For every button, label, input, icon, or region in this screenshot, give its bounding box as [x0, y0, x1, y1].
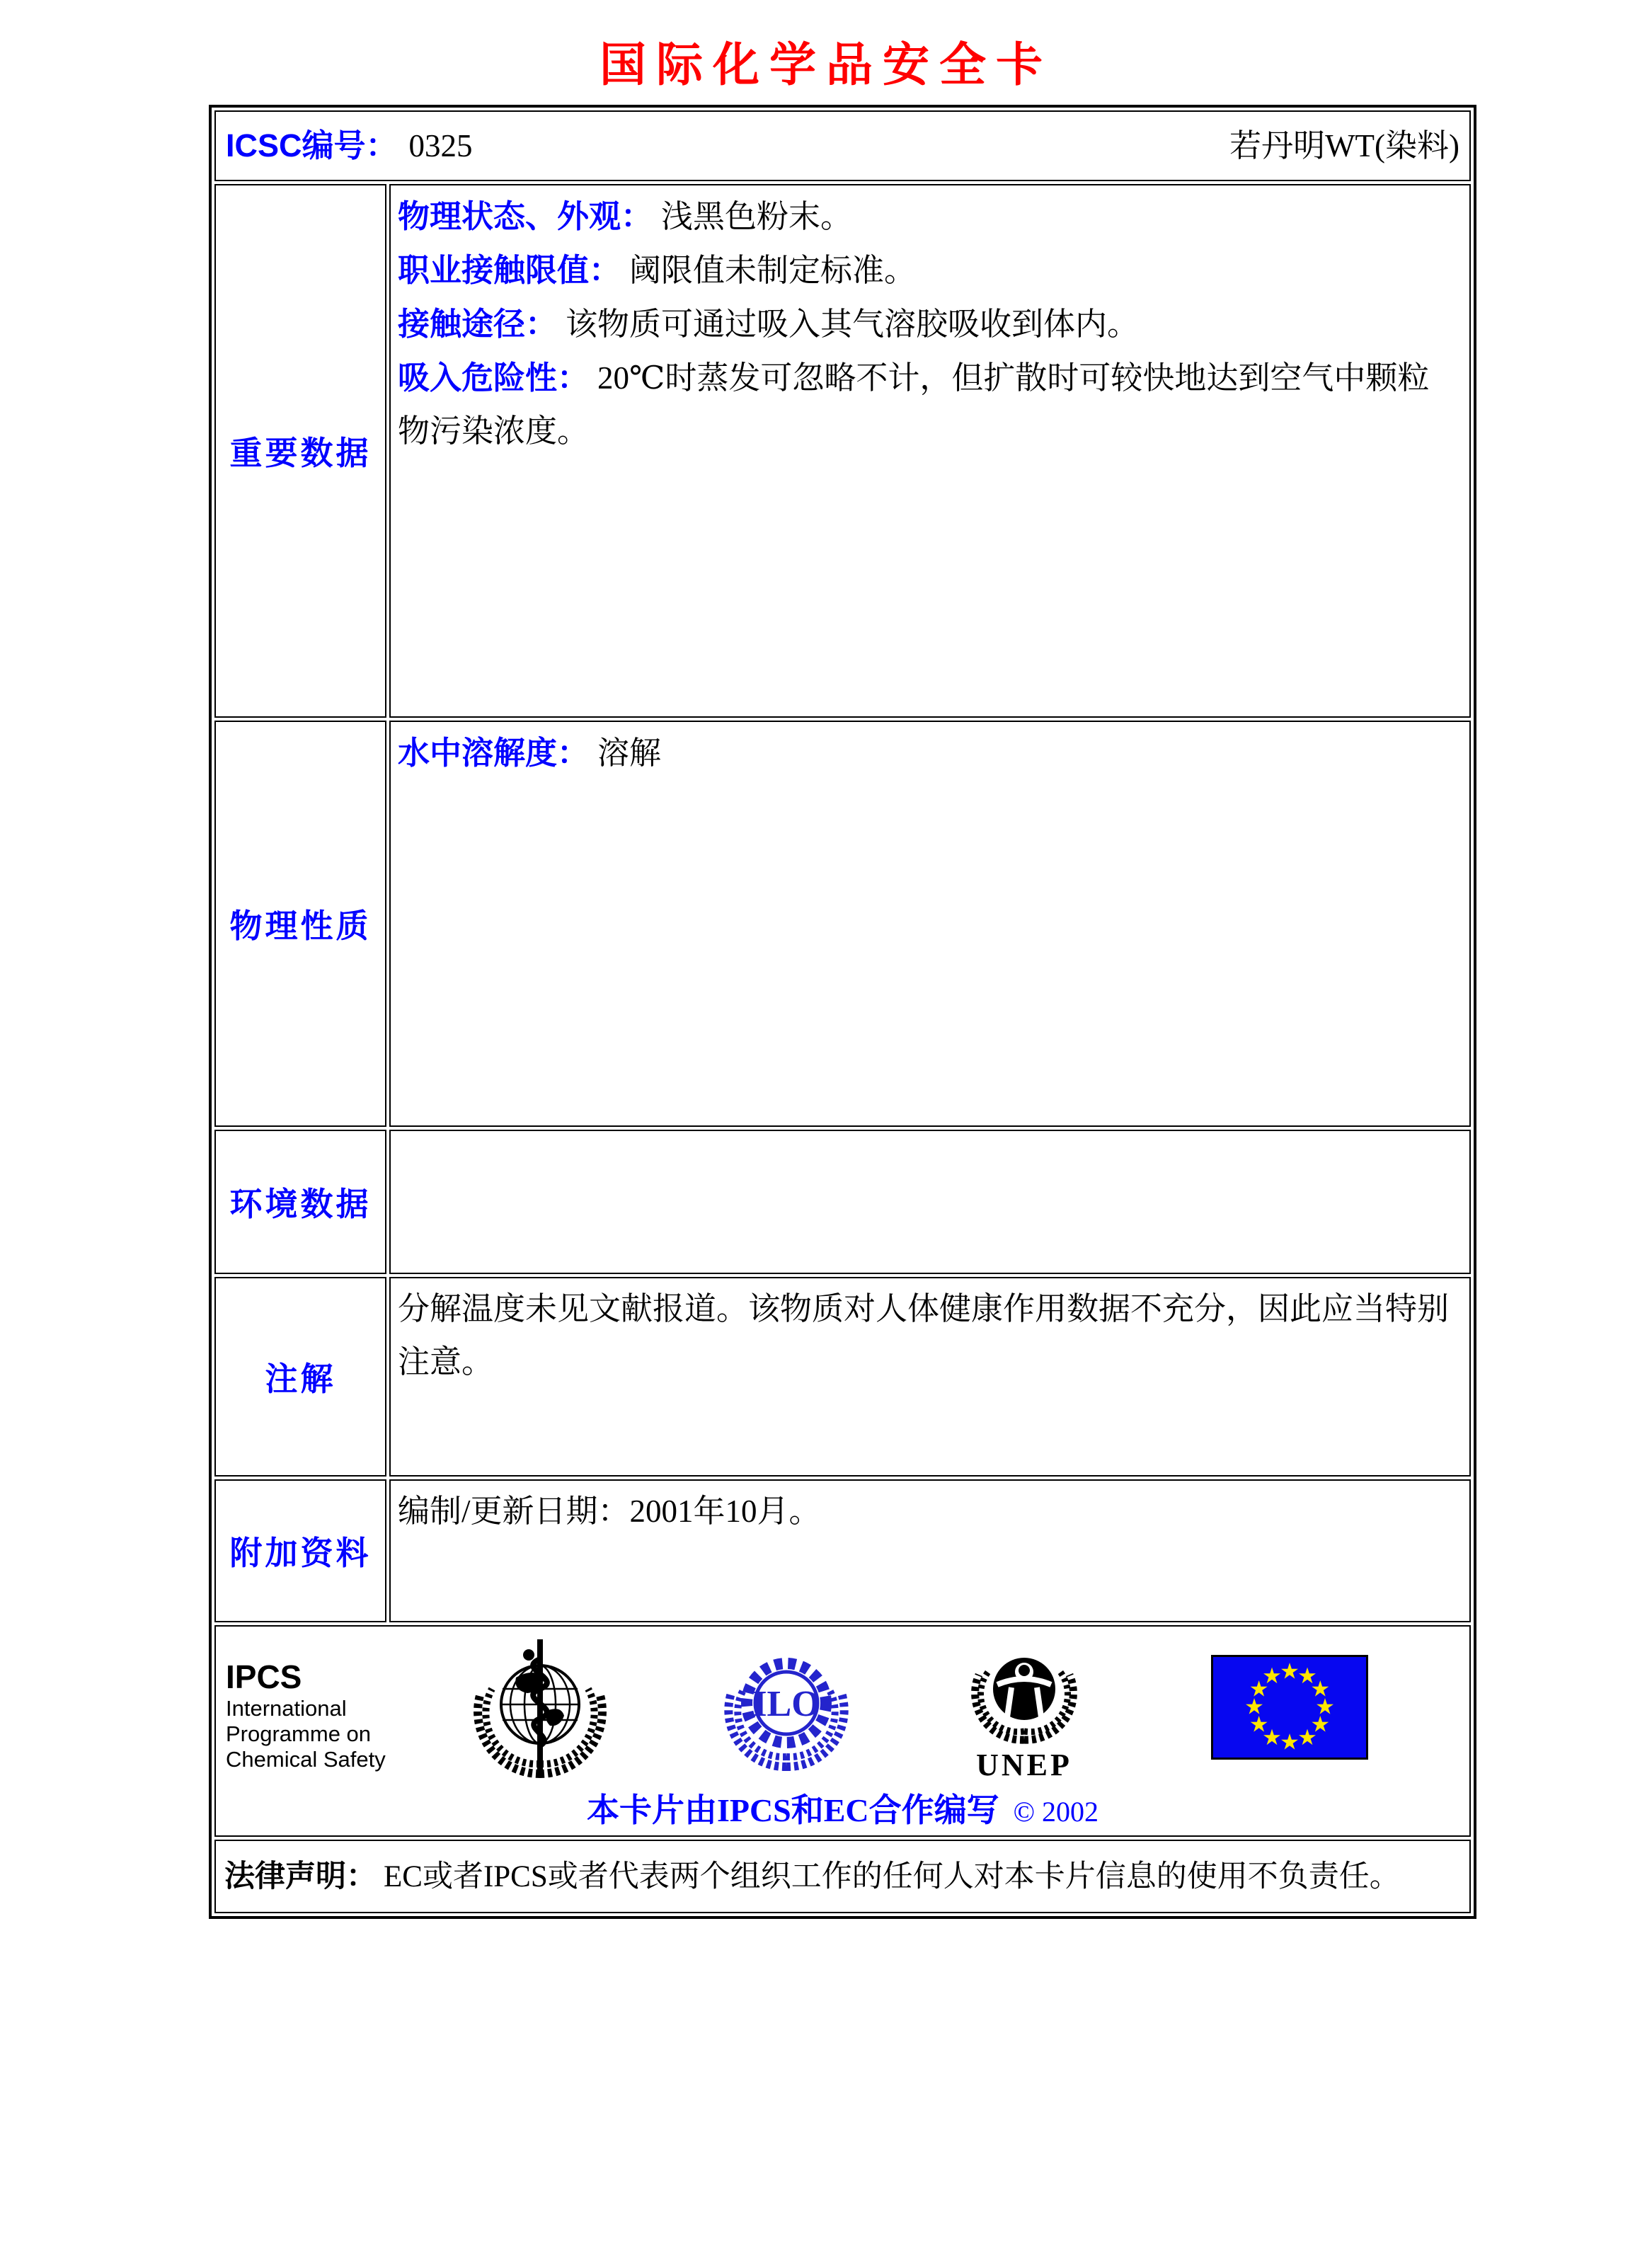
- icsc-number-label: ICSC编号：: [226, 127, 398, 164]
- field-label: 水中溶解度：: [398, 735, 590, 771]
- field-label: 吸入危险性：: [398, 360, 590, 396]
- field-value: 浅黑色粉末。: [661, 199, 853, 234]
- section-content-notes: 分解温度未见文献报道。该物质对人体健康作用数据不充分，因此应当特别注意。: [389, 1277, 1471, 1477]
- ipcs-acronym: IPCS: [226, 1658, 302, 1695]
- ipcs-line: Programme on: [226, 1721, 372, 1746]
- field-value: 该物质可通过吸入其气溶胶吸收到体内。: [566, 306, 1140, 342]
- legal-notice-text: EC或者IPCS或者代表两个组织工作的任何人对本卡片信息的使用不负责任。: [384, 1859, 1400, 1893]
- section-content-important-data: [389, 184, 1471, 718]
- section-label-additional-info: 附加资料: [214, 1479, 386, 1622]
- safety-card-table: [209, 105, 1476, 1919]
- section-content-additional-info: 编制/更新日期：2001年10月。: [389, 1479, 1471, 1622]
- substance-name: 若丹明WT(染料): [1229, 128, 1459, 164]
- footer-logos-row: [214, 1625, 1471, 1837]
- who-logo-icon: [469, 1634, 611, 1789]
- credit-line: [216, 1784, 1469, 1831]
- eu-flag-icon: [1211, 1655, 1368, 1760]
- field-line: [398, 243, 1458, 297]
- ipcs-line: Chemical Safety: [226, 1747, 386, 1772]
- field-value: 溶解: [597, 735, 662, 771]
- section-label-important-data: 重要数据: [214, 184, 386, 718]
- copyright-text: © 2002: [1013, 1796, 1099, 1828]
- section-content-environmental-data: [389, 1130, 1471, 1274]
- section-label-physical-properties: 物理性质: [214, 721, 386, 1127]
- field-value: 20℃时蒸发可忽略不计，但扩散时可较快地达到空气中颗粒物污染浓度。: [398, 360, 1430, 449]
- unep-logo-block: [960, 1638, 1088, 1782]
- unep-caption: UNEP: [976, 1748, 1072, 1782]
- field-label: 职业接触限值：: [398, 252, 621, 288]
- ilo-logo-icon: [716, 1642, 857, 1780]
- field-line: [398, 190, 1458, 243]
- field-line: [398, 297, 1458, 351]
- legal-notice-label: 法律声明：: [224, 1859, 377, 1893]
- icsc-number-value: 0325: [408, 128, 473, 164]
- icsc-number-group: [226, 112, 473, 180]
- legal-notice-row: [214, 1840, 1471, 1913]
- ilo-letters: ILO: [752, 1684, 820, 1724]
- card-header-row: [214, 110, 1471, 181]
- ipcs-text-block: [226, 1658, 386, 1772]
- field-line: [398, 351, 1458, 458]
- section-content-physical-properties: [389, 721, 1471, 1127]
- unep-logo-icon: [960, 1638, 1088, 1745]
- page-title: 国际化学品安全卡: [600, 40, 1052, 91]
- field-value: 阈限值未制定标准。: [629, 253, 917, 288]
- field-label: 物理状态、外观：: [398, 198, 653, 234]
- field-line: [398, 726, 1458, 780]
- section-label-notes: 注解: [214, 1277, 386, 1477]
- ipcs-line: International: [226, 1696, 347, 1721]
- field-label: 接触途径：: [398, 306, 558, 342]
- eu-stars: ★ ★ ★ ★ ★ ★ ★ ★ ★ ★ ★ ★: [1244, 1658, 1335, 1755]
- credit-text: 本卡片由IPCS和EC合作编写: [586, 1792, 999, 1828]
- section-label-environmental-data: 环境数据: [214, 1130, 386, 1274]
